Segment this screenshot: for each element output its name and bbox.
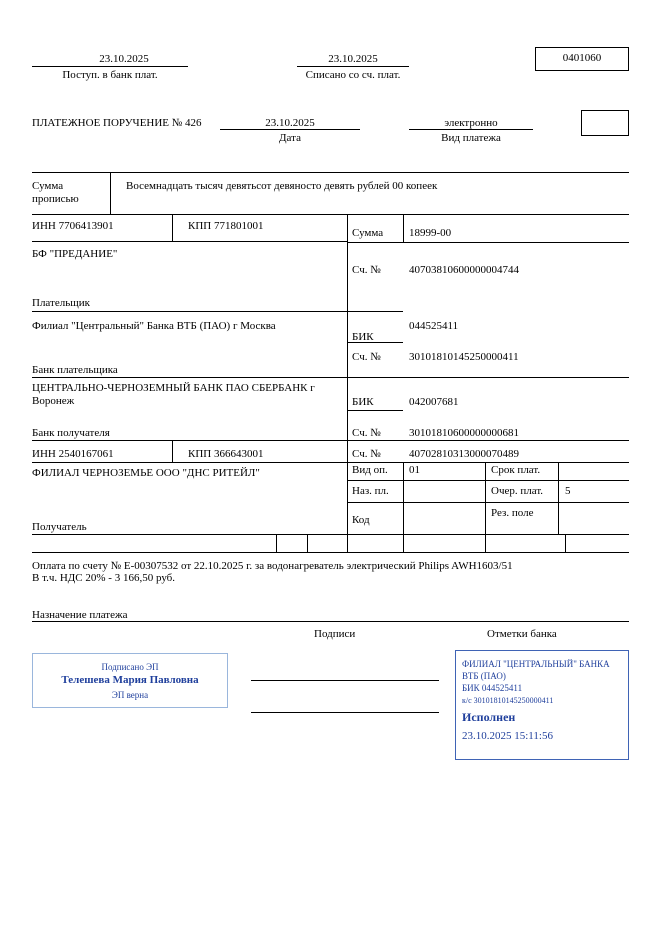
order-date: 23.10.2025 bbox=[265, 117, 315, 129]
payer-inn: ИНН 7706413901 bbox=[32, 220, 114, 232]
payer-bank-name: Филиал "Центральный" Банка ВТБ (ПАО) г Москва bbox=[32, 320, 276, 332]
payer-name: БФ "ПРЕДАНИЕ" bbox=[32, 248, 118, 260]
purpose-code-label: Наз. пл. bbox=[352, 485, 389, 497]
bank-stamp-line1: ФИЛИАЛ "ЦЕНТРАЛЬНЫЙ" БАНКА bbox=[462, 659, 610, 669]
op-type: 01 bbox=[409, 464, 420, 476]
payer-bank-bik: 044525411 bbox=[409, 320, 459, 332]
code-label: Код bbox=[352, 514, 370, 526]
received-date: 23.10.2025 bbox=[99, 53, 149, 65]
payer-bank-bik-label: БИК bbox=[352, 331, 374, 343]
recipient-bank-account: 30101810600000000681 bbox=[409, 427, 519, 439]
ep-signed: Подписано ЭП bbox=[101, 662, 159, 672]
bank-stamp bbox=[455, 650, 629, 760]
order-date-label: Дата bbox=[279, 132, 301, 144]
recipient-bank-name-1: ЦЕНТРАЛЬНО-ЧЕРНОЗЕМНЫЙ БАНК ПАО СБЕРБАНК г bbox=[32, 382, 315, 394]
recipient-name: ФИЛИАЛ ЧЕРНОЗЕМЬЕ ООО "ДНС РИТЕЙЛ" bbox=[32, 467, 260, 479]
purpose-line-1: Оплата по счету № Е-00307532 от 22.10.2025 г. за водонагреватель электрический Philips AWH1603/51 bbox=[32, 560, 513, 572]
payment-type-label: Вид платежа bbox=[441, 132, 501, 144]
recipient-account: 40702810313000070489 bbox=[409, 448, 519, 460]
empty-code-box bbox=[581, 110, 629, 136]
purpose-label: Назначение платежа bbox=[32, 609, 128, 621]
amount-words: Восемнадцать тысяч девятьсот девяносто девять рублей 00 копеек bbox=[126, 180, 438, 192]
priority-value: 5 bbox=[565, 485, 571, 497]
recipient-bank-bik-label: БИК bbox=[352, 396, 374, 408]
payer-account-label: Сч. № bbox=[352, 264, 381, 276]
op-type-label: Вид оп. bbox=[352, 464, 388, 476]
payer-bank-label: Банк плательщика bbox=[32, 364, 118, 376]
bank-stamp-account: к/с 30101810145250000411 bbox=[462, 696, 554, 705]
term-label: Срок плат. bbox=[491, 464, 541, 476]
priority-label: Очер. плат. bbox=[491, 485, 544, 497]
bank-stamp-line2: ВТБ (ПАО) bbox=[462, 671, 506, 681]
reserve-label: Рез. поле bbox=[491, 507, 534, 519]
bank-marks-label: Отметки банка bbox=[487, 628, 557, 640]
debited-label: Списано со сч. плат. bbox=[305, 69, 401, 81]
payment-type: электронно bbox=[444, 117, 498, 129]
payer-bank-account-label: Сч. № bbox=[352, 351, 381, 363]
sum-value: 18999-00 bbox=[409, 227, 452, 239]
bank-stamp-bik: БИК 044525411 bbox=[462, 683, 523, 693]
bank-stamp-status: Исполнен bbox=[462, 710, 516, 724]
recipient-bank-label: Банк получателя bbox=[32, 427, 110, 439]
signer-name: Телешева Мария Павловна bbox=[61, 674, 199, 686]
form-code: 0401060 bbox=[562, 52, 602, 64]
amount-words-label-1: Сумма bbox=[32, 180, 64, 192]
recipient-label: Получатель bbox=[32, 521, 87, 533]
recipient-bank-account-label: Сч. № bbox=[352, 427, 381, 439]
ep-signature-box bbox=[32, 653, 228, 708]
recipient-bank-name-2: Воронеж bbox=[32, 395, 75, 407]
recipient-kpp: КПП 366643001 bbox=[188, 448, 264, 460]
form-code-box bbox=[535, 47, 629, 71]
payer-bank-account: 30101810145250000411 bbox=[409, 351, 519, 363]
order-title: ПЛАТЕЖНОЕ ПОРУЧЕНИЕ № 426 bbox=[32, 117, 202, 129]
bank-stamp-datetime: 23.10.2025 15:11:56 bbox=[462, 730, 553, 742]
ep-valid: ЭП верна bbox=[111, 690, 149, 700]
payer-label: Плательщик bbox=[32, 297, 90, 309]
recipient-account-label: Сч. № bbox=[352, 448, 381, 460]
amount-words-label-2: прописью bbox=[32, 193, 79, 205]
payer-account: 40703810600000004744 bbox=[409, 264, 519, 276]
recipient-inn: ИНН 2540167061 bbox=[32, 448, 114, 460]
purpose-line-2: В т.ч. НДС 20% - 3 166,50 руб. bbox=[32, 572, 176, 584]
received-label: Поступ. в банк плат. bbox=[62, 69, 158, 81]
recipient-bank-bik: 042007681 bbox=[409, 396, 459, 408]
signatures-label: Подписи bbox=[314, 628, 356, 640]
payer-kpp: КПП 771801001 bbox=[188, 220, 264, 232]
sum-label: Сумма bbox=[352, 227, 384, 239]
debited-date: 23.10.2025 bbox=[328, 53, 378, 65]
